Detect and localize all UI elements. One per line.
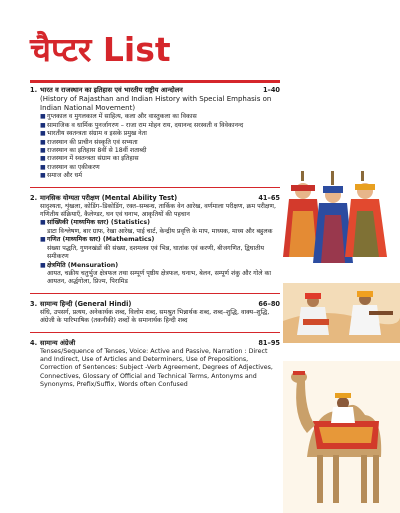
chapter-number: 1. <box>30 86 38 94</box>
bullet-icon: ■ <box>40 219 46 227</box>
section-text: डाटा विश्लेषण, बार ग्राफ, रेखा आरेख, पाई चार्ट, केन्द्रीय प्रवृत्ति के माप, माध्यक, माध्य और बहुलक <box>47 227 273 235</box>
list-item <box>40 219 280 236</box>
chapter-2 <box>30 194 280 287</box>
list-item: ■ राजस्थान का एकीकरण <box>40 163 100 171</box>
chapter-number: 3. <box>30 299 38 308</box>
bullet-icon: ■ <box>40 236 46 244</box>
chapter-intro: Tenses/Sequence of Tenses, Voice: Active and Passive, Narration : Direct and Indirect, Use of Articles and Determiners, Use of Prepositions, Correction of Sentences: Subject -Verb Agreement, Degrees of Adjectives, Connectives, Glossary of Official and Technical Terms, Antonyms and Synonyms, Prefix/Suffix, Words often Confused <box>40 347 273 389</box>
list-item: ■ राजस्थान की प्राचीन संस्कृति एवं सभ्यता <box>40 138 138 146</box>
list-item: ■ राजस्थान में स्वतन्त्रता संग्राम का इतिहास <box>40 155 139 163</box>
bullet-icon: ■ <box>40 147 46 155</box>
bullet-icon: ■ <box>40 163 46 171</box>
title-divider <box>30 80 280 83</box>
chapter-4-heading <box>30 339 280 348</box>
bullet-icon: ■ <box>40 121 46 129</box>
chapter-title: सामान्य हिन्दी (General Hindi) <box>40 299 132 308</box>
chapter-number: 4. <box>30 338 38 347</box>
list-item <box>40 262 280 287</box>
chapter-title: मानसिक योग्यता परीक्षण (Mental Ability Test) <box>40 193 178 202</box>
chapter-pages: 66–80 <box>258 299 280 308</box>
bullet-icon: ■ <box>40 138 46 146</box>
chapter-intro: संधि, उपसर्ग, प्रत्यय, अनेकार्थक शब्द, विलोम शब्द, समश्रुत भिन्नार्थक शब्द, शब्द–शुद्धि, वाक्य–शुद्धि, अंग्रेजी के पारिभाषिक (तकनीकी) शब्दों के समानार्थक हिन्दी शब्द <box>40 308 270 325</box>
chapter-number: 2. <box>30 193 38 202</box>
chapter-divider <box>30 187 280 188</box>
list-item: ■ सामाजिक व धार्मिक पुनर्जागरण – राजा राम मोहन राय, दयानन्द सरस्वती व विवेकानन्द <box>40 121 244 129</box>
section-text: संख्या पद्धति, गुणनखंडों की संख्या, दशमलव एवं भिन्न, घातांक एवं करणी, बीजगणित, द्विघातीय समीकरण <box>47 244 264 261</box>
list-item <box>40 236 280 261</box>
list-item: ■ भारतीय स्वतन्त्रता संग्राम व इसके प्रमुख नेता <box>40 130 147 138</box>
chapter-pages: 81–95 <box>258 338 280 347</box>
chapter-divider <box>30 293 280 294</box>
chapter-4 <box>30 339 280 390</box>
chapter-2-heading <box>30 194 280 203</box>
list-item: ■ राजस्थान का इतिहास 8वीं से 18वीं शताब्दी <box>40 147 147 155</box>
chapter-3 <box>30 300 280 326</box>
bullet-icon: ■ <box>40 155 46 163</box>
list-item: ■ गुप्तकाल व मुगलकाल में साहित्य, कला और वास्तुकला का विकास <box>40 113 197 121</box>
section-heading: गणित (माध्यमिक स्तर) (Mathematics) <box>47 236 155 244</box>
chapter-3-heading <box>30 300 280 309</box>
bullet-icon: ■ <box>40 130 46 138</box>
chapter-subtitle-en: (History of Rajasthan and Indian History with Special Emphasis on Indian National Movement) <box>40 95 272 113</box>
section-heading: क्षेत्रमिति (Mensuration) <box>47 261 119 269</box>
chapter-1 <box>30 86 280 181</box>
list-item: ■ समाज और धर्म <box>40 172 82 180</box>
collage-illustration <box>283 171 400 513</box>
chapter-1-heading <box>30 86 280 95</box>
section-heading: सांख्यिकी (माध्यमिक स्तर) (Statistics) <box>47 219 151 227</box>
decorated-camel-image <box>283 361 400 513</box>
page-title: चैप्टर List <box>30 30 171 69</box>
chapter-pages: 41–65 <box>258 193 280 202</box>
section-text: आयत, चक्रीय चतुर्भुज क्षेत्रफल तथा सम्पूर्ण पृष्ठीय क्षेत्रफल, घनाभ, बेलन, सम्पूर्ण शंकु और गोले का आयतन, अर्द्धगोला, प्रिज्म, पिरामिड <box>47 269 272 286</box>
rajasthan-photo-collage <box>283 171 400 513</box>
puppets-image <box>283 171 387 263</box>
bullet-icon: ■ <box>40 172 46 180</box>
chapter-divider <box>30 332 280 333</box>
chapter-title: भारत व राजस्थान का इतिहास एवं भारतीय राष्ट्रीय आन्दोलन <box>40 86 183 94</box>
chapter-title: सामान्य अंग्रेजी <box>40 338 76 347</box>
desert-musicians-image <box>283 283 400 343</box>
chapter-list <box>30 86 280 390</box>
chapter-intro: सादृश्यता, शृंखला, कोडिंग–डिकोडिंग, रक्त–सम्बन्ध, तार्किक वेन आरेख, वर्णमाला परीक्षण, क्रम परीक्षण, गणितीय संक्रियाएँ, कैलेण्डर, घन एवं घनाभ, आकृतियों की पहचान <box>40 202 276 219</box>
chapter-pages: 1–40 <box>262 86 280 94</box>
bullet-icon: ■ <box>40 113 46 121</box>
bullet-icon: ■ <box>40 261 46 269</box>
